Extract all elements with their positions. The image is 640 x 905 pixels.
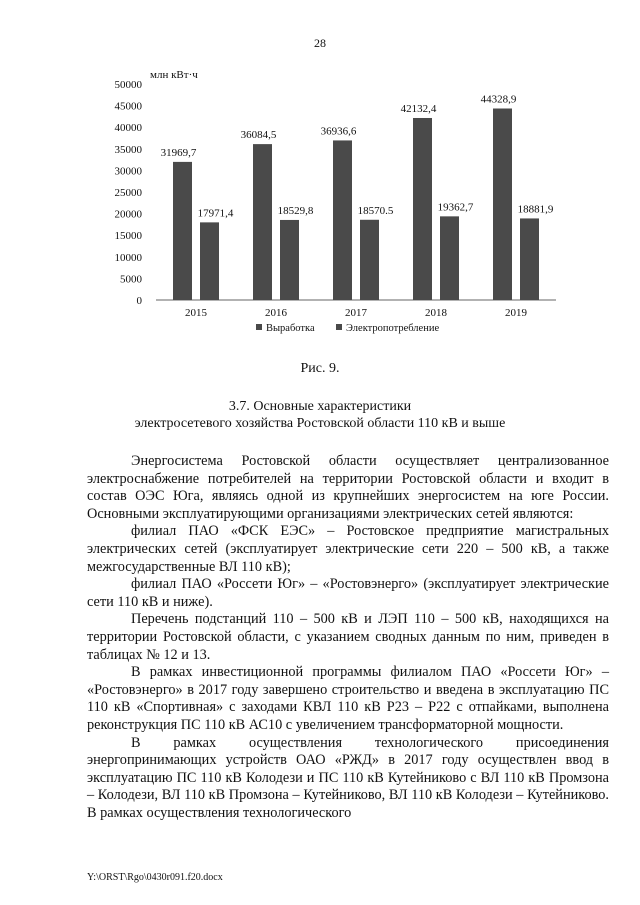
- y-axis-unit-label: млн кВт·ч: [150, 69, 198, 81]
- bar-elektropotreblenie-2018: [440, 216, 459, 300]
- paragraph: филиал ПАО «Россети Юг» – «Ростовэнерго» (эксплуатирует электрические сети 110 кВ и ниже).: [87, 576, 609, 610]
- y-tick-label: 5000: [120, 273, 142, 286]
- section-heading: [0, 398, 640, 432]
- x-tick-label-2017: 2017: [345, 307, 367, 319]
- x-tick-label-2019: 2019: [505, 307, 527, 319]
- paragraph: В рамках инвестиционной программы филиалом ПАО «Россети Юг» – «Ростовэнерго» в 2017 году завершено строительство и введена в эксплуатацию ПС 110 кВ «Спортивная» с заходами КВЛ 110 кВ Р23 – Р22 с отпайками, выполнена реконструкция ПС 110 кВ АС10 с увеличением трансформаторной мощности.: [87, 664, 609, 733]
- data-label-elektropotreblenie-2018: 19362,7: [437, 201, 474, 214]
- file-path-footer: Y:\ORST\Rgo\0430r091.f20.docx: [87, 872, 223, 883]
- bar-vyrabotka-2018: [413, 118, 432, 300]
- figure-caption: Рис. 9.: [300, 361, 340, 376]
- section-heading-line-1: 3.7. Основные характеристики: [228, 399, 412, 414]
- section-heading-line-2: электросетевого хозяйства Ростовской области 110 кВ и выше: [134, 416, 506, 431]
- legend-swatch-elektropotreblenie: [336, 324, 342, 330]
- paragraph: Энергосистема Ростовской области осуществляет централизованное электроснабжение потребителей на территории Ростовской области и входит в состав ОЭС Юга, являясь одной из крупнейших энергосистем на юге России. Основными эксплуатирующими организациями электрических сетей являются:: [87, 453, 609, 522]
- bar-vyrabotka-2019: [493, 108, 512, 300]
- data-label-elektropotreblenie-2015: 17971,4: [197, 207, 234, 220]
- y-tick-label: 15000: [114, 230, 142, 243]
- data-label-vyrabotka-2018: 42132,4: [400, 102, 437, 115]
- y-tick-label: 25000: [114, 187, 142, 199]
- paragraph: В рамках осуществления технологического присоединения энергопринимающих устройств ОАО «РЖД» в 2017 году осуществлен ввод в эксплуатацию ПС 110 кВ Колодези и ПС 110 кВ Кутейниково с ВЛ 110 кВ Промзона – Колодези, ВЛ 110 кВ Промзона – Кутейниково, ВЛ 110 кВ Колодези – Кутейниково. В рамках осуществления технологического: [87, 734, 609, 821]
- x-axis-ticks: [185, 307, 528, 319]
- data-label-vyrabotka-2016: 36084,5: [240, 129, 277, 142]
- bar-vyrabotka-2016: [253, 144, 272, 300]
- y-tick-label: 10000: [114, 251, 142, 264]
- y-tick-label: 0: [136, 295, 142, 307]
- y-tick-label: 20000: [114, 208, 142, 221]
- bar-vyrabotka-2015: [173, 162, 192, 300]
- data-label-elektropotreblenie-2019: 18881,9: [517, 203, 554, 216]
- legend: [256, 323, 439, 334]
- bar-chart: [114, 64, 560, 344]
- x-tick-label-2018: 2018: [425, 307, 447, 319]
- data-label-vyrabotka-2019: 44328,9: [480, 93, 517, 106]
- data-label-elektropotreblenie-2017: 18570.5: [357, 204, 394, 217]
- data-label-vyrabotka-2017: 36936,6: [320, 125, 357, 138]
- y-tick-label: 45000: [114, 100, 142, 113]
- y-tick-label: 35000: [114, 143, 142, 156]
- paragraph: Перечень подстанций 110 – 500 кВ и ЛЭП 110 – 500 кВ, находящихся на территории Ростовской области, с указанием сводных данным по ним, приведен в таблицах № 12 и 13.: [87, 611, 609, 663]
- x-tick-label-2016: 2016: [265, 307, 287, 319]
- data-label-elektropotreblenie-2016: 18529,8: [277, 204, 314, 217]
- y-tick-label: 30000: [114, 165, 142, 178]
- y-axis-ticks: [115, 79, 143, 307]
- paragraph: филиал ПАО «ФСК ЕЭС» – Ростовское предприятие магистральных электрических сетей (эксплуатирует электрические сети 220 – 500 кВ, а также межгосударственные ВЛ 110 кВ);: [87, 523, 609, 575]
- bar-elektropotreblenie-2019: [520, 218, 539, 300]
- page-number: 28: [314, 36, 326, 50]
- bar-elektropotreblenie-2016: [280, 220, 299, 300]
- x-tick-label-2015: 2015: [185, 307, 207, 319]
- bar-vyrabotka-2017: [333, 140, 352, 300]
- legend-label-vyrabotka: Выработка: [266, 323, 315, 334]
- body-text: [87, 453, 609, 822]
- bar-elektropotreblenie-2015: [200, 222, 219, 300]
- data-label-vyrabotka-2015: 31969,7: [160, 146, 197, 159]
- legend-swatch-vyrabotka: [256, 324, 262, 330]
- y-tick-label: 40000: [114, 122, 142, 135]
- bar-elektropotreblenie-2017: [360, 220, 379, 300]
- legend-label-elektropotreblenie: Электропотребление: [346, 323, 440, 334]
- y-tick-label: 50000: [114, 79, 142, 91]
